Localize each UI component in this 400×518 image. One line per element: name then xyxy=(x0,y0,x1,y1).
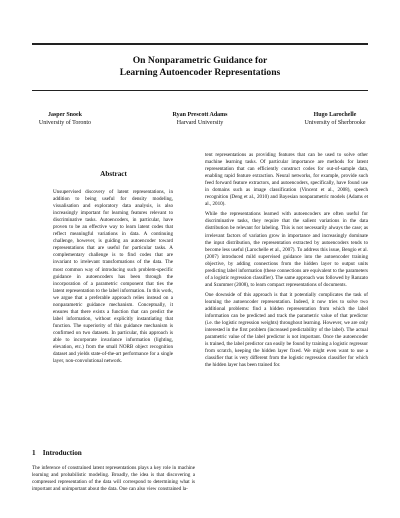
title-line-1: On Nonparametric Guidance for xyxy=(132,55,268,66)
paper-title xyxy=(32,55,368,79)
paragraph: One downside of this approach is that it potentially complicates the task of learning the autoencoder representation. Indeed, it now tries to solve two additional problems: find a hidden representation from which the label information can be predicted and track the parametric value of that predictor (i.e. the logistic regression weights) throughout learning. However, we are only interested in the first problem (increased predictability of the label). The actual parametric value of the label predictor is not important. Once the autoencoder is trained, the label predictor can easily be found by training a logistic regressor from scratch, keeping the hidden layer fixed. We might even want to use a classifier that is very different from the logistic regression classifier for which the hidden layer has been trained for. xyxy=(205,291,368,369)
author-name: Jasper Snoek xyxy=(47,112,83,118)
section-number: 1 xyxy=(32,449,36,457)
author-block xyxy=(10,111,120,127)
paragraph: tent representations as providing features that can be used to solve other machine learning tasks. Of particular importance are methods for latent representation that can efficiently construct codes for out-of-sample data, enabling rapid feature extraction. Neural networks, for example, provide such feed forward feature extractors, and autoencoders, specifically, have found use in domains such as image classification (Vincent et al., 2008), speech recognition (Deng et al., 2010) and Bayesian nonparametric models (Adams et al., 2010). xyxy=(205,152,368,208)
author-affiliation: Harvard University xyxy=(176,120,224,126)
section-heading-introduction xyxy=(32,449,82,458)
abstract-heading: Abstract xyxy=(100,170,127,178)
title-top-rule xyxy=(32,43,368,45)
right-column xyxy=(205,152,368,372)
paragraph: While the representations learned with autoencoders are often useful for discriminative tasks, they require that the salient variations in the data distribution be relevant for labeling. This is not necessarily always the case; as irrelevant factors of variation grow in importance and increasingly dominate the input distribution, the representation extracted by autoencoders tends to become less useful (Larochelle et al., 2007). To address this issue, Bengio et al. (2007) introduced mild supervised guidance into the autoencoder training objective, by adding connections from the hidden layer to output units predicting label information (these connections are equivalent to the parameters of a logistic regression classifier). The same approach was followed by Ranzato and Szummer (2008), to learn compact representations of documents. xyxy=(205,211,368,288)
author-affiliation: University of Toronto xyxy=(38,120,92,126)
author-name: Hugo Larochelle xyxy=(313,112,357,118)
author-block xyxy=(145,111,255,127)
abstract-body: Unsupervised discovery of latent representations, in addition to being useful for density modeling, visualisation and exploratory data analysis, is also increasingly important for learning features relevant to discriminative tasks. Autoencoders, in particular, have proven to be an effective way to learn latent codes that reflect meaningful variations in data. A continuing challenge, however, is guiding an autoencoder toward representations that are useful for particular tasks. A complementary challenge is to find codes that are invariant to irrelevant transformations of the data. The most common way of introducing such problem-specific guidance in autoencoders has been through the incorporation of a parametric component that ties the latent representation to the label information. In this work, we argue that a preferable approach relies instead on a nonparametric guidance mechanism. Conceptually, it ensures that there exists a function that can predict the label information, without explicitly instantiating that function. The superiority of this guidance mechanism is confirmed on two datasets. In particular, this approach is able to incorporate invariance information (lighting, elevation, etc.) from the small NORB object recognition dataset and yields state-of-the-art performance for a single layer, non-convolutional network. xyxy=(53,189,173,365)
title-bottom-rule xyxy=(32,90,368,91)
author-block xyxy=(280,111,390,127)
author-affiliation: University of Sherbrooke xyxy=(304,120,366,126)
title-line-2: Learning Autoencoder Representations xyxy=(119,67,281,78)
section-title: Introduction xyxy=(42,449,82,457)
introduction-body: The inference of constrained latent representations plays a key role in machine learning and probabilistic modeling. Broadly, the idea is that discovering a compressed representation of the data will correspond to determining what is important and unimportant about the data. One can also view constrained la- xyxy=(32,465,195,493)
author-name: Ryan Prescott Adams xyxy=(172,112,228,118)
